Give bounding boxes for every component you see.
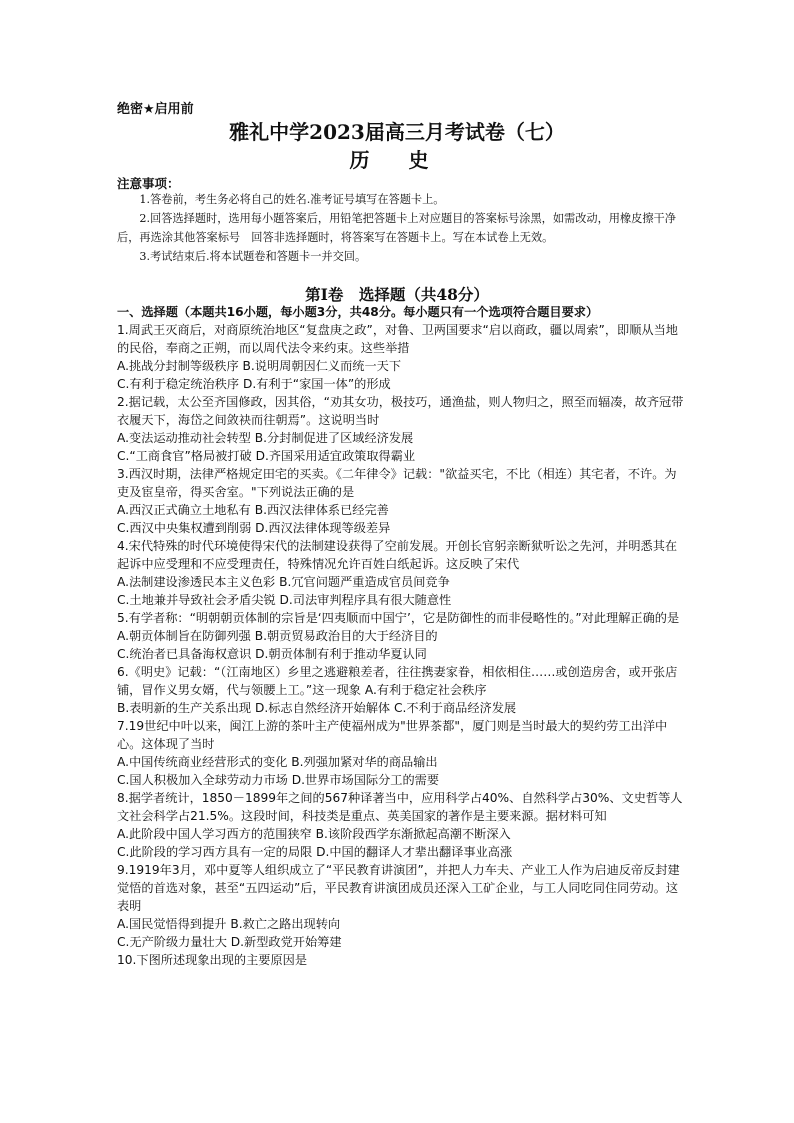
question-options: A.国民觉悟得到提升 B.救亡之路出现转向 [117, 917, 341, 931]
question-options: C.国人积极加入全球劳动力市场 D.世界市场国际分工的需要 [117, 773, 440, 787]
question-stem: 5.有学者称：“明朝朝贡体制的宗旨是‘四夷顺而中国宁’，它是防御性的而非侵略性的。”对此理解正确的是 [117, 611, 680, 625]
exam-title: 雅礼中学2023届高三月考试卷（七） [229, 120, 565, 144]
question-4 [117, 537, 684, 609]
question-stem: 9.1919年3月，邓中夏等人组织成立了“平民教育讲演团”，并把人力车夫、产业工人作为启迪反帝反封建觉悟的首选对象，甚至“五四运动”后，平民教育讲演团成员还深入工矿企业，与工人同吃同住同劳动。这表明 [117, 863, 680, 913]
question-10 [117, 951, 684, 969]
question-stem: 7.19世纪中叶以来，闽江上游的茶叶主产使福州成为"世界茶都"，厦门则是当时最大的契约劳工出洋中心。这体现了当时 [117, 719, 668, 751]
question-list [117, 321, 684, 969]
question-2 [117, 393, 684, 465]
question-options: C.统治者已具备海权意识 D.朝贡体制有利于推动华夏认同 [117, 647, 427, 661]
question-options: A.法制建设渗透民本主义色彩 B.冗官问题严重造成官员间竞争 [117, 575, 450, 589]
question-options: A.西汉正式确立土地私有 B.西汉法律体系已经完善 [117, 503, 389, 517]
question-options: A.中国传统商业经营形式的变化 B.列强加紧对华的商品输出 [117, 755, 438, 769]
question-stem: 2.据记载，太公至齐国修政，因其俗，“劝其女功，极技巧，通渔盐，则人物归之，照至而辐凑，故齐冠带衣履天下，海岱之间敛袂而往朝焉”。这说明当时 [117, 395, 684, 427]
question-1 [117, 321, 684, 393]
question-options: B.表明新的生产关系出现 D.标志自然经济开始解体 C.不利于商品经济发展 [117, 701, 517, 715]
section-heading: 一、选择题（本题共16小题，每小题3分，共48分。每小题只有一个选项符合题目要求） [117, 305, 599, 319]
notes-list [117, 190, 687, 266]
question-5 [117, 609, 684, 663]
question-options: C.有利于稳定统治秩序 D.有利于“家国一体”的形成 [117, 377, 391, 391]
question-9 [117, 861, 684, 951]
question-options: A.朝贡体制旨在防御列强 B.朝贡贸易政治目的大于经济目的 [117, 629, 438, 643]
subject-title: 历 史 [349, 148, 445, 172]
question-options: C.无产阶级力量壮大 D.新型政党开始筹建 [117, 935, 342, 949]
question-stem: 3.西汉时期，法律严格规定田宅的买卖。《二年律令》记载："欲益买宅，不比（相连）其宅者，不许。为吏及宦皇帝，得买舍室。"下列说法正确的是 [117, 467, 677, 499]
question-options: C.此阶段的学习西方具有一定的局限 D.中国的翻译人才辈出翻译事业高涨 [117, 845, 513, 859]
note-item: 2.回答选择题时，选用每小题答案后，用铅笔把答题卡上对应题目的答案标号涂黑，如需改动，用橡皮擦干净后，再选涂其他答案标号 回答非选择题时，将答案写在答题卡上。写在本试卷上无效。 [117, 212, 676, 244]
question-options: C.西汉中央集权遭到削弱 D.西汉法律体现等级差异 [117, 521, 391, 535]
question-stem: 6.《明史》记载：“（江南地区）乡里之逃避粮差者，往往携妻家眷，相依相住……或创造房舍，或开张店铺，冒作义男女婿，代与领腰上工。”这一现象 A.有利于稳定社会秩序 [117, 665, 678, 697]
question-options: A.变法运动推动社会转型 B.分封制促进了区域经济发展 [117, 431, 414, 445]
question-stem: 4.宋代特殊的时代环境使得宋代的法制建设获得了空前发展。开创长官躬亲断狱听讼之先河，并明悉其在起诉中应受理和不应受理责任，特殊情况允许百姓白纸起诉。这反映了宋代 [117, 539, 678, 571]
note-item: 3.考试结束后.将本试题卷和答题卡一并交回。 [139, 250, 367, 263]
note-item: 1.答卷前，考生务必将自己的姓名.准考证号填写在答题卡上。 [139, 193, 445, 206]
question-options: C.“工商食官”格局被打破 D.齐国采用适宜政策取得霸业 [117, 449, 416, 463]
question-options: A.此阶段中国人学习西方的范围狭窄 B.该阶段西学东渐掀起高潮不断深入 [117, 827, 511, 841]
question-8 [117, 789, 684, 861]
question-3 [117, 465, 684, 537]
notes-heading: 注意事项： [117, 176, 180, 191]
question-options: C.土地兼并导致社会矛盾尖锐 D.司法审判程序具有很大随意性 [117, 593, 452, 607]
question-stem: 10.下图所述现象出现的主要原因是 [117, 953, 308, 967]
part-title: 第Ⅰ卷 选择题（共48分） [305, 285, 489, 304]
confidential-label: 绝密★启用前 [117, 102, 194, 117]
question-6 [117, 663, 684, 717]
question-stem: 1.周武王灭商后，对商原统治地区“复盘庚之政”，对鲁、卫两国要求“启以商政，疆以周索”，即顺从当地的民俗，奉商之正朔，而以周代法令来约束。这些举措 [117, 323, 678, 355]
question-stem: 8.据学者统计，1850－1899年之间的567种译著当中，应用科学占40%、自然科学占30%、文史哲等人文社会科学占21.5%。这段时间，科技类是重点、英美国家的著作是主要来源。据材料可知 [117, 791, 683, 823]
question-options: A.挑战分封制等级秩序 B.说明周朝因仁义而统一天下 [117, 359, 402, 373]
question-7 [117, 717, 684, 789]
